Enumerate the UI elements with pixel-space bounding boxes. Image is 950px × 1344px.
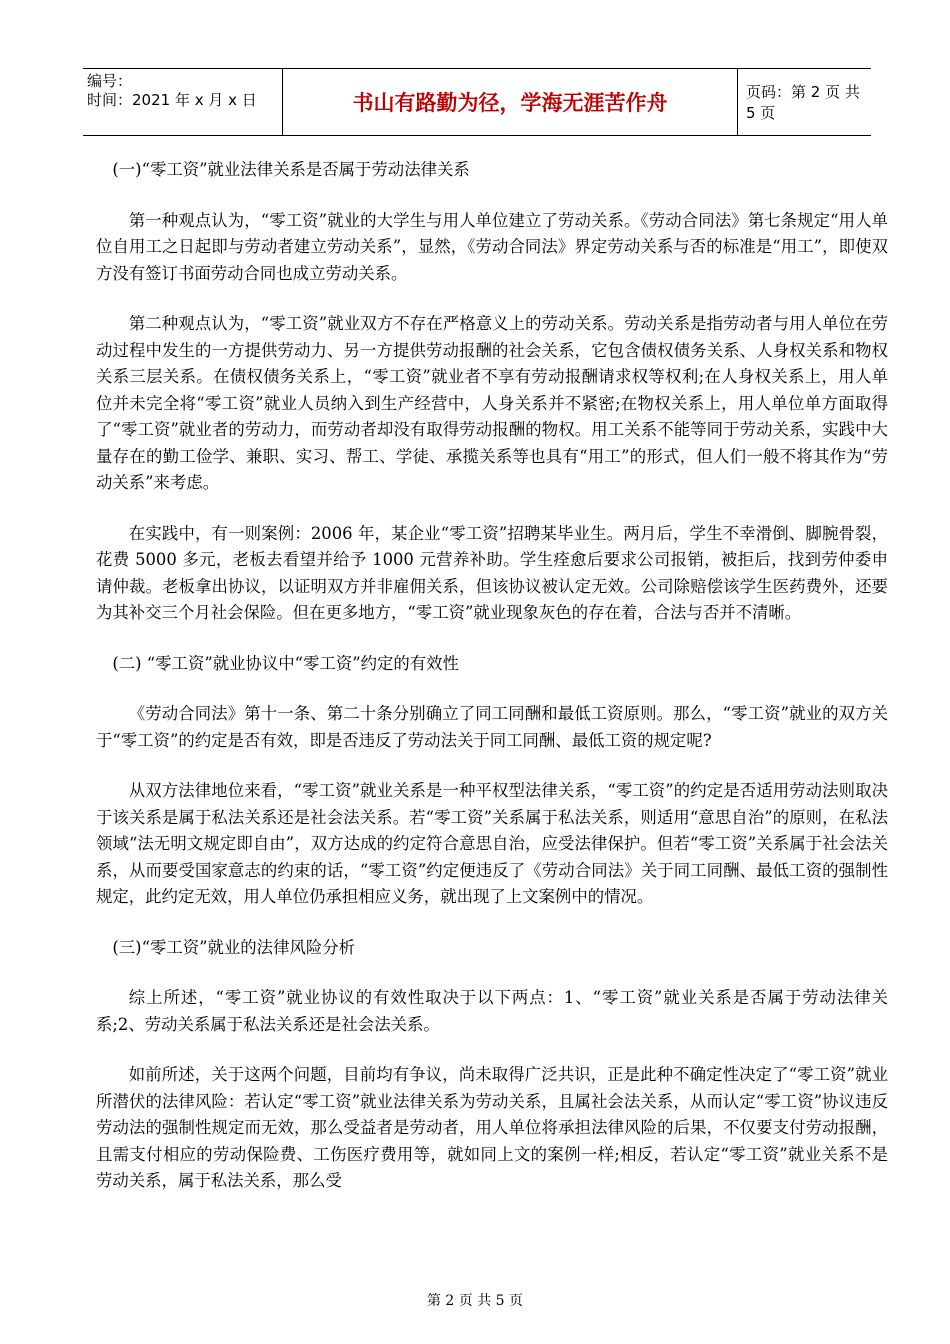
paragraph: 如前所述，关于这两个问题，目前均有争议，尚未取得广泛共识，正是此种不确定性决定了“零工资”就业所潜伏的法律风险：若认定“零工资”就业法律关系为劳动关系，且属社会法关系，从而认定“零工资”协议违反劳动法的强制性规定而无效，那么受益者是劳动者，用人单位将承担法律风险的后果，不仅要支付劳动报酬，且需支付相应的劳动保险费、工伤医疗费用等，就如同上文的案例一样;相反，若认定“零工资”就业关系不是劳动关系，属于私法关系，那么受 — [96, 1065, 888, 1190]
header-meta — [83, 69, 283, 135]
header-motto: 书山有路勤为径，学海无涯苦作舟 — [283, 69, 738, 135]
paragraph: 综上所述，“零工资”就业协议的有效性取决于以下两点：1、“零工资”就业关系是否属于劳动法律关系;2、劳动关系属于私法关系还是社会法关系。 — [96, 988, 888, 1034]
header-page-info: 页码：第 2 页 共 5 页 — [746, 83, 860, 122]
page-footer: 第 2 页 共 5 页 — [426, 1293, 524, 1309]
paragraph: 在实践中，有一则案例：2006 年，某企业“零工资”招聘某毕业生。两月后，学生不幸滑倒、脚腕骨裂，花费 5000 多元，老板去看望并给予 1000 元营养补助。学生痊愈后要求公司报销，被拒后，找到劳仲委申请仲裁。老板拿出协议，以证明双方并非雇佣关系，但该协议被认定无效。公司除赔偿该学生医药费外，还要为其补交三个月社会保险。但在更多地方，“零工资”就业现象灰色的存在着，合法与否并不清晰。 — [96, 523, 888, 622]
paragraph: 《劳动合同法》第十一条、第二十条分别确立了同工同酬和最低工资原则。那么，“零工资”就业的双方关于“零工资”的约定是否有效，即是否违反了劳动法关于同工同酬、最低工资的规定呢? — [96, 704, 888, 750]
document-header — [83, 68, 871, 136]
section-heading-1: (一)“零工资”就业法律关系是否属于劳动法律关系 — [112, 160, 470, 179]
paragraph: 第二种观点认为，“零工资”就业双方不存在严格意义上的劳动关系。劳动关系是指劳动者与用人单位在劳动过程中发生的一方提供劳动力、另一方提供劳动报酬的社会关系，它包含债权债务关系、人身权关系和物权关系三层关系。在债权债务关系上，“零工资”就业者不享有劳动报酬请求权等权利;在人身权关系上，用人单位并未完全将“零工资”就业人员纳入到生产经营中，人身关系并不紧密;在物权关系上，用人单位单方面取得了“零工资”就业者的劳动力，而劳动者却没有取得劳动报酬的物权。用工关系不能等同于劳动关系，实践中大量存在的勤工俭学、兼职、实习、帮工、学徒、承揽关系等也具有“用工”的形式，但人们一般不将其作为“劳动关系”来考虑。 — [96, 314, 888, 492]
number-label: 编号： — [87, 72, 133, 90]
date-label: 时间：2021 年 x 月 x 日 — [87, 91, 257, 109]
paragraph: 第一种观点认为，“零工资”就业的大学生与用人单位建立了劳动关系。《劳动合同法》第七条规定“用人单位自用工之日起即与劳动者建立劳动关系”，显然，《劳动合同法》界定劳动关系与否的标准是“用工”，即使双方没有签订书面劳动合同也成立劳动关系。 — [96, 210, 888, 283]
paragraph: 从双方法律地位来看，“零工资”就业关系是一种平权型法律关系，“零工资”的约定是否适用劳动法则取决于该关系是属于私法关系还是社会法关系。若“零工资”关系属于私法关系，则适用“意思自治”的原则，在私法领域“法无明文规定即自由”，双方达成的约定符合意思自治，应受法律保护。但若“零工资”关系属于社会法关系，从而要受国家意志的约束的话，“零工资”约定便违反了《劳动合同法》关于同工同酬、最低工资的强制性规定，此约定无效，用人单位仍承担相应义务，就出现了上文案例中的情况。 — [96, 781, 888, 906]
section-heading-2: (二) “零工资”就业协议中“零工资”约定的有效性 — [112, 653, 459, 673]
document-body — [96, 157, 888, 1219]
section-heading-3: (三)“零工资”就业的法律风险分析 — [112, 937, 356, 957]
